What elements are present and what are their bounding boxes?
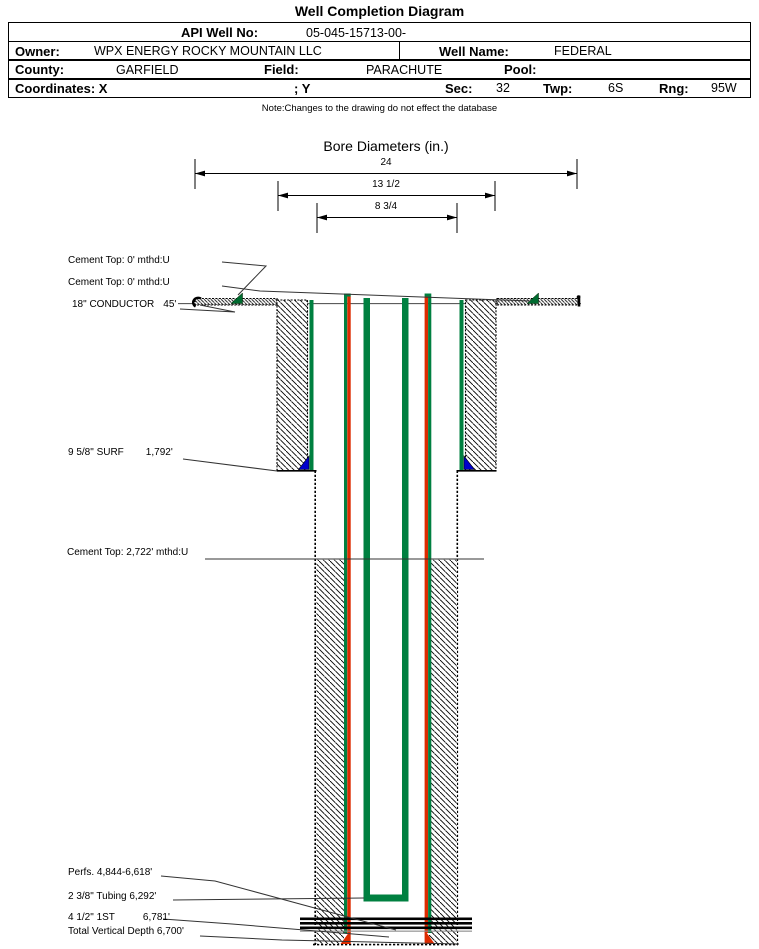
tubing-string: [364, 298, 409, 902]
owner-label: Owner:: [15, 43, 60, 59]
cement-top-0-label-1: Cement Top: 0' mthd:U: [68, 255, 170, 266]
bore-diameters-title: Bore Diameters (in.): [323, 138, 449, 154]
cement-top-0-label-2: Cement Top: 0' mthd:U: [68, 277, 170, 288]
owner-value: WPX ENERGY ROCKY MOUNTAIN LLC: [94, 44, 322, 58]
field-label: Field:: [264, 62, 299, 77]
field-value: PARACHUTE: [366, 62, 443, 77]
coordinates-label: Coordinates: X: [15, 80, 108, 96]
production-cement: [317, 560, 458, 944]
rng-value: 95W: [711, 81, 737, 95]
coordinates-y-label: ; Y: [294, 80, 311, 96]
production-casing-right: [425, 297, 428, 934]
sec-value: 32: [496, 81, 510, 95]
note-text: Note:Changes to the drawing do not effect the database: [261, 103, 498, 114]
rng-label: Rng:: [659, 80, 689, 96]
production-casing: [341, 294, 435, 945]
tvd-label: Total Vertical Depth 6,700': [68, 926, 184, 937]
county-value: GARFIELD: [116, 62, 179, 77]
page-title: Well Completion Diagram: [294, 3, 465, 19]
county-label: County:: [15, 62, 65, 77]
well-name-label: Well Name:: [439, 43, 509, 59]
dimension-8-3-4: [317, 203, 457, 233]
surface-casing-right: [460, 300, 464, 471]
twp-label: Twp:: [543, 80, 573, 96]
bore-diameter-24: 24: [380, 157, 392, 168]
perfs-label: Perfs. 4,844-6,618': [68, 867, 153, 878]
bore-diameter-8-75: 8 3/4: [374, 201, 398, 212]
sec-label: Sec:: [445, 80, 473, 96]
api-label: API Well No:: [181, 25, 259, 40]
production-casing-left: [347, 297, 350, 934]
dimension-13-1-2: [278, 181, 495, 211]
dimension-24: [195, 159, 577, 189]
surface-casing-label: 9 5/8" SURF 1,792': [68, 447, 173, 458]
cement-top-2722-label: Cement Top: 2,722' mthd:U: [67, 547, 189, 558]
twp-value: 6S: [608, 81, 624, 95]
surface-casing-left: [310, 300, 314, 471]
api-value: 05-045-15713-00-: [306, 25, 407, 40]
surface-casing-cement: [277, 300, 496, 471]
conductor-label: 18" CONDUCTOR 45': [72, 299, 177, 310]
casing-1st-label: 4 1/2" 1ST 6,781': [68, 912, 170, 923]
bore-diameter-13-5: 13 1/2: [372, 179, 400, 190]
well-name-value: FEDERAL: [554, 44, 612, 58]
borehole-walls: [277, 471, 497, 945]
pool-label: Pool:: [504, 62, 537, 77]
tubing-label: 2 3/8" Tubing 6,292': [68, 891, 157, 902]
